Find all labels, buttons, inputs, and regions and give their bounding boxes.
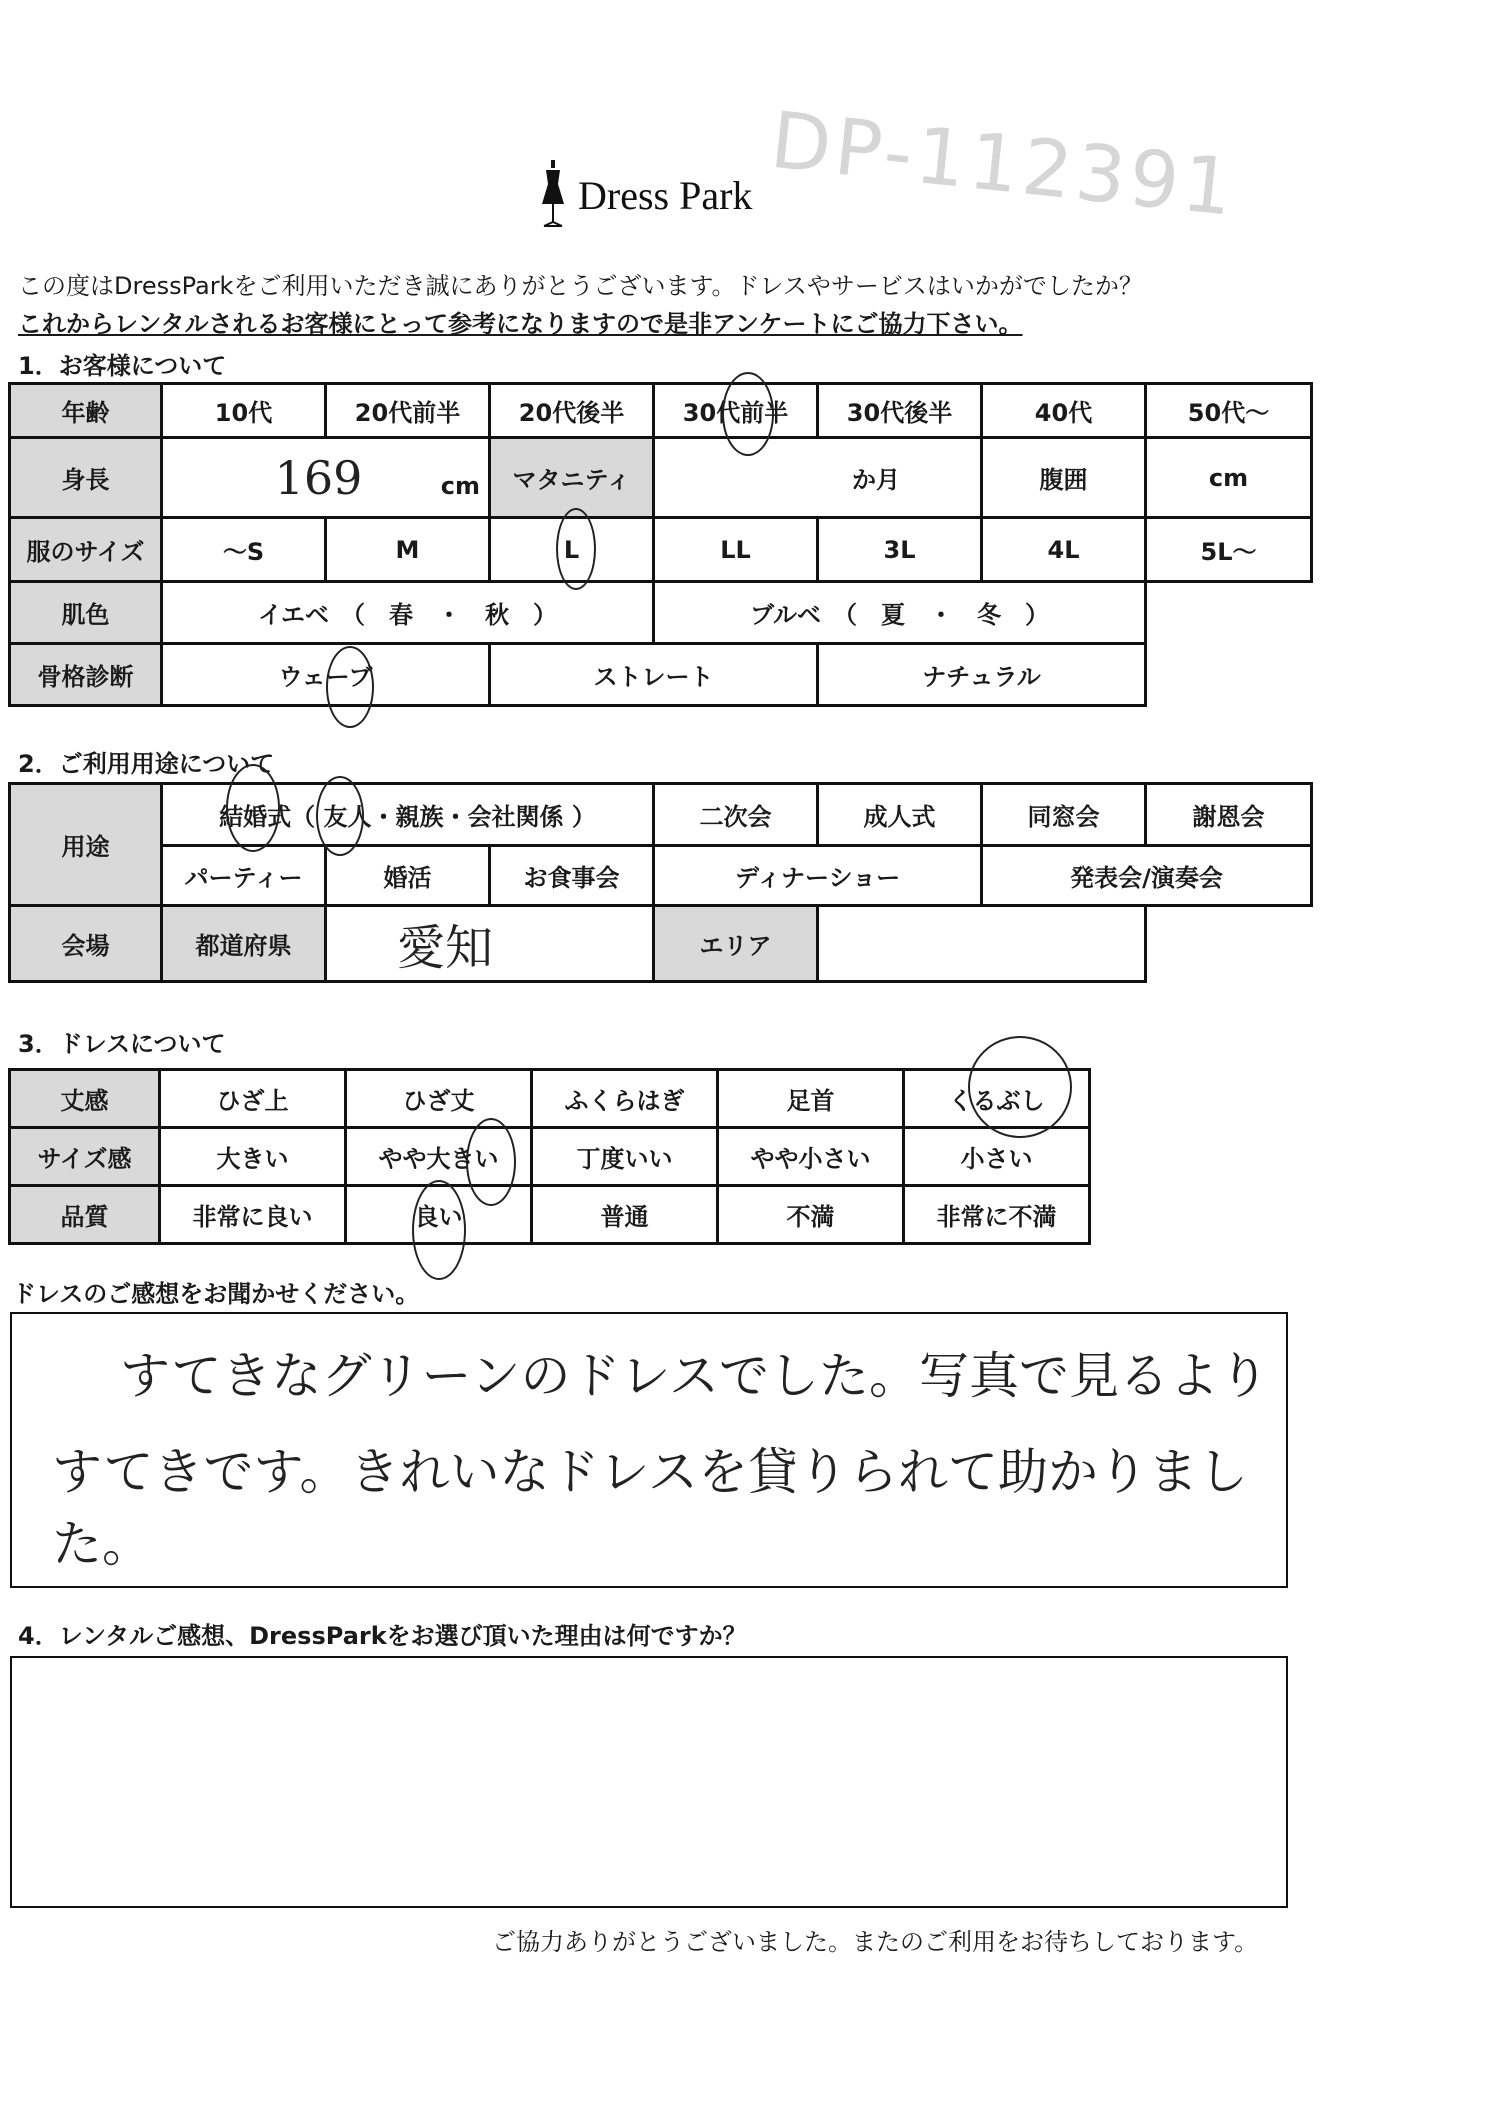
selection-circle — [722, 372, 774, 456]
purpose-option[interactable]: お食事会 — [490, 846, 654, 906]
length-row — [10, 1070, 1090, 1128]
maternity-label: マタニティ — [490, 438, 654, 518]
quality-label: 品質 — [10, 1186, 160, 1244]
age-row — [10, 384, 1312, 438]
skin-row — [10, 582, 1312, 644]
logo — [538, 160, 752, 230]
area-field[interactable] — [818, 906, 1146, 982]
maternity-field[interactable] — [654, 438, 982, 518]
purpose-option[interactable]: 同窓会 — [982, 784, 1146, 846]
quality-option[interactable]: 良い — [346, 1186, 532, 1244]
selection-circle — [556, 508, 596, 590]
skin-yellow-option[interactable]: イエベ （ 春 ・ 秋 ） — [162, 582, 654, 644]
waist-field[interactable] — [1146, 438, 1312, 518]
age-option[interactable]: 40代 — [982, 384, 1146, 438]
length-label: 丈感 — [10, 1070, 160, 1128]
section2-title: 2．ご利用用途について — [18, 750, 275, 778]
size-option[interactable]: L — [490, 518, 654, 582]
length-option[interactable]: ひざ上 — [160, 1070, 346, 1128]
quality-row — [10, 1186, 1090, 1244]
skin-label: 肌色 — [10, 582, 162, 644]
usage-row-2 — [10, 846, 1312, 906]
purpose-option[interactable]: 婚活 — [326, 846, 490, 906]
age-label: 年齢 — [10, 384, 162, 438]
height-field[interactable] — [162, 438, 490, 518]
size-option[interactable]: 4L — [982, 518, 1146, 582]
section4-title: 4．レンタルご感想、DressParkをお選び頂いた理由は何ですか？ — [18, 1622, 747, 1650]
empty-cell — [1146, 906, 1312, 982]
frame-label: 骨格診断 — [10, 644, 162, 706]
empty-cell — [1146, 644, 1312, 706]
empty-cell — [1146, 582, 1312, 644]
fit-option[interactable]: 小さい — [904, 1128, 1090, 1186]
age-option[interactable]: 50代〜 — [1146, 384, 1312, 438]
fit-option[interactable]: やや小さい — [718, 1128, 904, 1186]
reason-box[interactable] — [10, 1656, 1288, 1908]
age-option[interactable]: 30代前半 — [654, 384, 818, 438]
area-label: エリア — [654, 906, 818, 982]
purpose-option[interactable]: 結婚式（ 友人・親族・会社関係 ） — [162, 784, 654, 846]
size-option[interactable]: 〜S — [162, 518, 326, 582]
selection-circle — [968, 1036, 1072, 1138]
purpose-option[interactable]: ディナーショー — [654, 846, 982, 906]
frame-option[interactable]: ナチュラル — [818, 644, 1146, 706]
size-row — [10, 518, 1312, 582]
fit-label: サイズ感 — [10, 1128, 160, 1186]
selection-circle — [226, 764, 280, 852]
length-option[interactable]: くるぶし — [904, 1070, 1090, 1128]
skin-blue-option[interactable]: ブルベ （ 夏 ・ 冬 ） — [654, 582, 1146, 644]
selection-circle — [466, 1118, 516, 1206]
prefecture-field[interactable] — [326, 906, 654, 982]
usage-table — [8, 782, 1313, 983]
quality-option[interactable]: 普通 — [532, 1186, 718, 1244]
height-value: 169 — [274, 450, 363, 505]
impression-box[interactable] — [10, 1312, 1288, 1588]
size-option[interactable]: LL — [654, 518, 818, 582]
purpose-option[interactable]: 発表会/演奏会 — [982, 846, 1312, 906]
age-option[interactable]: 20代前半 — [326, 384, 490, 438]
venue-row — [10, 906, 1312, 982]
frame-option[interactable]: ウェーブ — [162, 644, 490, 706]
quality-option[interactable]: 非常に不満 — [904, 1186, 1090, 1244]
age-option[interactable]: 10代 — [162, 384, 326, 438]
fit-option[interactable]: やや大きい — [346, 1128, 532, 1186]
waist-label: 腹囲 — [982, 438, 1146, 518]
intro-line-2: これからレンタルされるお客様にとって参考になりますので是非アンケートにご協力下さい。 — [18, 310, 1023, 338]
prefecture-value: 愛知 — [397, 920, 494, 976]
waist-unit: cm — [1208, 463, 1249, 492]
height-unit: cm — [440, 471, 480, 500]
quality-option[interactable]: 非常に良い — [160, 1186, 346, 1244]
fit-row — [10, 1128, 1090, 1186]
selection-circle — [316, 776, 364, 856]
intro-line-1: この度はDressParkをご利用いただき誠にありがとうございます。ドレスやサービスはいかがでしたか？ — [18, 272, 1143, 300]
impression-line-1: すてきなグリーンのドレスでした。写真で見るより — [120, 1347, 1269, 1405]
purpose-option[interactable]: 謝恩会 — [1146, 784, 1312, 846]
customer-table — [8, 382, 1313, 707]
size-label: 服のサイズ — [10, 518, 162, 582]
size-option[interactable]: 5L〜 — [1146, 518, 1312, 582]
frame-option[interactable]: ストレート — [490, 644, 818, 706]
impression-prompt: ドレスのご感想をお聞かせください。 — [12, 1280, 420, 1308]
reference-number: DP-112391 — [766, 95, 1241, 235]
section1-title: 1．お客様について — [18, 352, 227, 380]
quality-option[interactable]: 不満 — [718, 1186, 904, 1244]
age-option[interactable]: 30代後半 — [818, 384, 982, 438]
length-option[interactable]: ひざ丈 — [346, 1070, 532, 1128]
impression-line-2: すてきです。きれいなドレスを貸りられて助かりました。 — [52, 1443, 1248, 1573]
usage-row-1 — [10, 784, 1312, 846]
height-row — [10, 438, 1312, 518]
length-option[interactable]: 足首 — [718, 1070, 904, 1128]
dress-form-icon — [538, 160, 568, 230]
height-label: 身長 — [10, 438, 162, 518]
section3-title: 3．ドレスについて — [18, 1030, 226, 1058]
fit-option[interactable]: 丁度いい — [532, 1128, 718, 1186]
selection-circle — [326, 646, 374, 728]
venue-label: 会場 — [10, 906, 162, 982]
purpose-option[interactable]: 成人式 — [818, 784, 982, 846]
purpose-option[interactable]: 二次会 — [654, 784, 818, 846]
purpose-label: 用途 — [10, 784, 162, 906]
selection-circle — [412, 1180, 466, 1280]
frame-row — [10, 644, 1312, 706]
dress-table — [8, 1068, 1091, 1245]
logo-text: Dress Park — [578, 172, 753, 218]
length-option[interactable]: ふくらはぎ — [532, 1070, 718, 1128]
closing-message: ご協力ありがとうございました。またのご利用をお待ちしております。 — [492, 1928, 1259, 1956]
fit-option[interactable]: 大きい — [160, 1128, 346, 1186]
size-option[interactable]: 3L — [818, 518, 982, 582]
purpose-option[interactable]: パーティー — [162, 846, 326, 906]
age-option[interactable]: 20代後半 — [490, 384, 654, 438]
months-unit: か月 — [852, 466, 900, 494]
size-option[interactable]: M — [326, 518, 490, 582]
prefecture-label: 都道府県 — [162, 906, 326, 982]
